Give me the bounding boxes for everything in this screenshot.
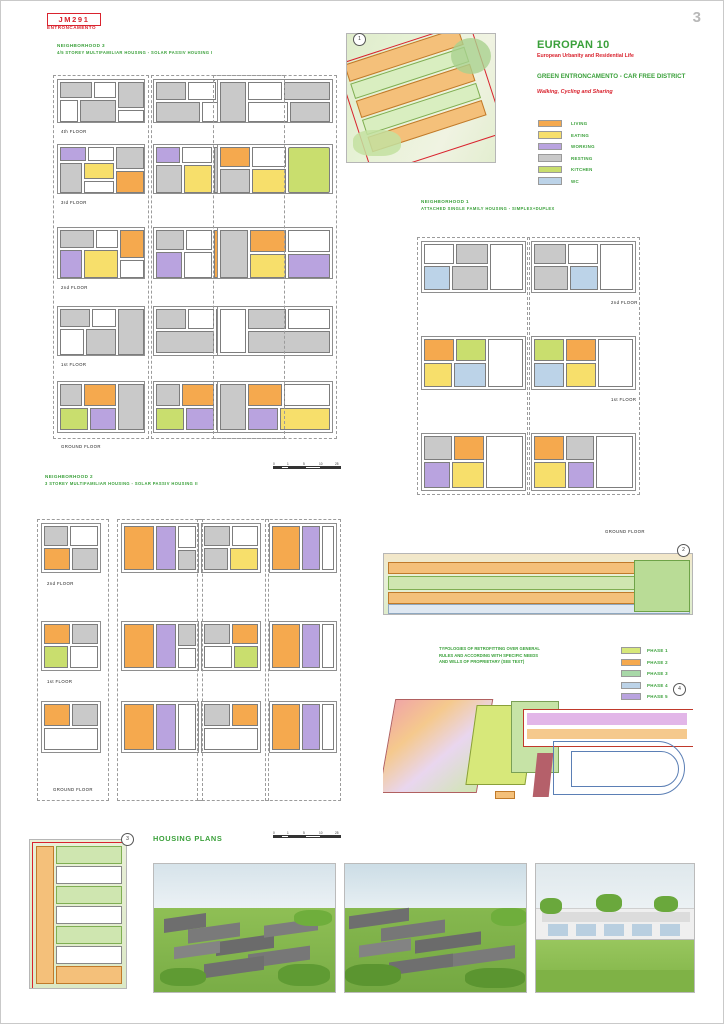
legend-item: [621, 658, 711, 667]
sheet-number: 3: [692, 9, 701, 26]
legend-label: PHASE 5: [647, 694, 668, 699]
legend-label: KITCHEN: [571, 167, 593, 172]
phases-note: TYPOLOGIES OF RETROFITTING OVER GENERAL RULES AND ACCORDING WITH SPECIFIC NEEDS AND WILLS OF PROPRIETARY (SEE TEXT): [439, 646, 540, 664]
scale-tick: 5: [303, 831, 305, 835]
scale-bar-n3: [273, 464, 341, 470]
legend-swatch: [538, 177, 562, 185]
plan-group-frame: [53, 75, 149, 439]
legend-item: [621, 669, 711, 678]
section-title-line1: NEIGHBORHOOD 1: [421, 199, 469, 204]
plan-group-frame: [117, 519, 203, 801]
district-title: GREEN ENTRONCAMENTO - CAR FREE DISTRICT: [537, 73, 686, 80]
scale-tick: 1: [287, 831, 289, 835]
floor-label-n3-3rd: 3rd FLOOR: [61, 200, 87, 205]
legend-label: WORKING: [571, 144, 595, 149]
section-title-line2: ATTACHED SINGLE FAMILY HOUSING - SIMPLEX+DUPLEX: [421, 205, 555, 211]
legend-label: EATING: [571, 132, 590, 138]
plan-group-frame: [37, 519, 109, 801]
floor-label-n2-2nd: 2nd FLOOR: [47, 581, 74, 586]
legend-label: WC: [571, 178, 579, 184]
legend-swatch: [621, 647, 641, 654]
plan-group-frame: [527, 237, 640, 495]
site-key-plan-1: [346, 33, 496, 163]
legend-swatch: [538, 131, 562, 139]
legend-item: [538, 177, 658, 186]
section-title-n2: [45, 474, 198, 487]
legend-label: PHASE 4: [647, 682, 668, 688]
floor-label-n3-ground: GROUND FLOOR: [61, 444, 101, 449]
legend-swatch: [538, 143, 562, 151]
plan-group-frame: [197, 519, 269, 801]
plan-group-frame: [213, 75, 337, 439]
legend-swatch: [621, 670, 641, 677]
floor-label-n2-1st: 1st FLOOR: [47, 679, 73, 684]
project-title: EUROPAN 10: [537, 39, 610, 51]
room-legend: [538, 119, 658, 188]
plan-group-frame: [265, 519, 341, 801]
section-title-n3: [57, 43, 213, 56]
render-aerial-1: [153, 863, 336, 993]
legend-swatch: [538, 120, 562, 128]
plan-group-frame: [417, 237, 530, 495]
legend-label: RESTING: [571, 155, 593, 161]
legend-item: [621, 692, 711, 701]
scale-tick: 25: [335, 462, 339, 466]
masterplan-phases: [383, 691, 693, 811]
render-aerial-2: [344, 863, 527, 993]
section-title-line1: NEIGHBORHOOD 2: [45, 474, 93, 479]
legend-item: [621, 681, 711, 690]
scale-tick: 10: [319, 831, 323, 835]
section-title-line2: 4/5 STOREY MULTIFAMILIAR HOUSING - SOLAR PASSIV HOUSING I: [57, 49, 213, 55]
legend-item: [538, 119, 658, 128]
legend-swatch: [621, 659, 641, 666]
scale-tick: 5: [303, 462, 305, 466]
legend-swatch: [538, 154, 562, 162]
legend-label: PHASE 1: [647, 648, 668, 653]
legend-item: [538, 131, 658, 140]
floor-label-n3-4th: 4th FLOOR: [61, 129, 87, 134]
legend-swatch: [538, 166, 562, 174]
legend-swatch: [621, 693, 641, 700]
project-subtitle: European Urbanity and Residential Life: [537, 53, 634, 59]
render-street-view: [535, 863, 695, 993]
section-title-line2: 3 STOREY MULTIFAMILIAR HOUSING - SOLAR PASSIV HOUSING II: [45, 480, 198, 486]
legend-label: LIVING: [571, 121, 588, 126]
key-marker-2: 2: [677, 544, 690, 557]
floor-label-n3-2nd: 2nd FLOOR: [61, 285, 88, 290]
key-marker-1: 1: [353, 33, 366, 46]
scale-tick: 25: [335, 831, 339, 835]
legend-item: [538, 165, 658, 174]
key-marker-4: 4: [673, 683, 686, 696]
key-marker-3: 3: [121, 833, 134, 846]
legend-label: PHASE 3: [647, 671, 668, 676]
district-subtitle: Walking, Cycling and Sharing: [537, 89, 613, 95]
site-key-plan-3: [29, 839, 127, 989]
legend-label: PHASE 2: [647, 659, 668, 665]
legend-item: [621, 646, 711, 655]
floor-label-n1-1st: 1st FLOOR: [611, 397, 637, 402]
floor-label-n1-2nd: 2nd FLOOR: [611, 300, 638, 305]
project-code: JM291: [47, 13, 101, 26]
scale-tick: 0: [273, 462, 275, 466]
section-title-n1: [421, 199, 555, 212]
section-title-line1: NEIGHBORHOOD 3: [57, 43, 105, 48]
site-key-plan-2: [383, 553, 693, 615]
project-code-sub: ENTRONCAMENTO: [47, 25, 97, 30]
phase-legend: [621, 646, 711, 704]
scale-tick: 10: [319, 462, 323, 466]
floor-label-n1-ground: GROUND FLOOR: [605, 529, 645, 534]
housing-plans-title: HOUSING PLANS: [153, 834, 223, 843]
scale-bar-n2: [273, 833, 341, 839]
legend-item: [538, 142, 658, 151]
floor-label-n3-1st: 1st FLOOR: [61, 362, 87, 367]
scale-tick: 1: [287, 462, 289, 466]
scale-tick: 0: [273, 831, 275, 835]
floor-label-n2-ground: GROUND FLOOR: [53, 787, 93, 792]
legend-swatch: [621, 682, 641, 689]
legend-item: [538, 154, 658, 163]
